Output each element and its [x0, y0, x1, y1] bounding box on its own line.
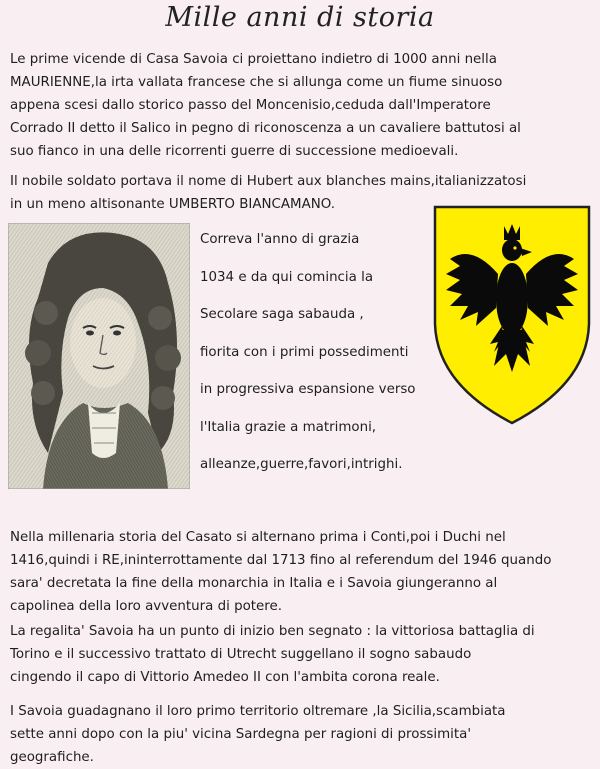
text-line: MAURIENNE,la irta vallata francese che si allunga come un fiume sinuoso	[10, 75, 503, 90]
text-line: I Savoia guadagnano il loro primo territorio oltremare ,la Sicilia,scambiata	[10, 704, 506, 719]
text-line: in progressiva espansione verso	[200, 382, 416, 397]
text-line: Corrado II detto il Salico in pegno di riconoscenza a un cavaliere battutosi al	[10, 121, 521, 136]
text-line: Secolare saga sabauda ,	[200, 307, 364, 322]
text-line: suo fianco in una delle ricorrenti guerre di successione medioevali.	[10, 144, 459, 159]
text-line: geografiche.	[10, 750, 94, 765]
text-line: in un meno altisonante UMBERTO BIANCAMANO.	[10, 197, 336, 212]
text-line: alleanze,guerre,favori,intrighi.	[200, 457, 403, 472]
text-line: sara' decretata la fine della monarchia in Italia e i Savoia giungeranno al	[10, 576, 498, 591]
text-line: 1416,quindi i RE,ininterrottamente dal 1713 fino al referendum del 1946 quando	[10, 553, 552, 568]
page-title: Mille anni di storia	[165, 2, 435, 33]
regalita-paragraph	[10, 620, 598, 689]
text-line: Nella millenaria storia del Casato si alternano prima i Conti,poi i Duchi nel	[10, 530, 506, 545]
text-line: Correva l'anno di grazia	[200, 232, 360, 247]
sicilia-paragraph	[10, 700, 598, 769]
millenaria-paragraph	[10, 526, 598, 618]
text-line: Il nobile soldato portava il nome di Hubert aux blanches mains,italianizzatosi	[10, 174, 527, 189]
text-line: Le prime vicende di Casa Savoia ci proiettano indietro di 1000 anni nella	[10, 52, 497, 67]
portrait-caption	[200, 228, 416, 491]
text-line: capolinea della loro avventura di potere.	[10, 599, 282, 614]
portrait-image	[8, 223, 190, 489]
text-line: La regalita' Savoia ha un punto di inizio ben segnato : la vittoriosa battaglia di	[10, 624, 535, 639]
text-line: 1034 e da qui comincia la	[200, 269, 374, 285]
text-line: appena scesi dallo storico passo del Moncenisio,ceduda dall'Imperatore	[10, 98, 491, 113]
intro-paragraph	[10, 48, 598, 163]
text-line: fiorita con i primi possedimenti	[200, 344, 409, 360]
text-line: cingendo il capo di Vittorio Amedeo II con l'ambita corona reale.	[10, 670, 440, 685]
black-eagle-on-gold-shield-icon	[432, 204, 592, 426]
text-line: Torino e il successivo trattato di Utrecht suggellano il sogno sabaudo	[10, 647, 472, 662]
text-line: l'Italia grazie a matrimoni,	[200, 419, 377, 435]
text-line: sette anni dopo con la piu' vicina Sardegna per ragioni di prossimita'	[10, 727, 472, 742]
